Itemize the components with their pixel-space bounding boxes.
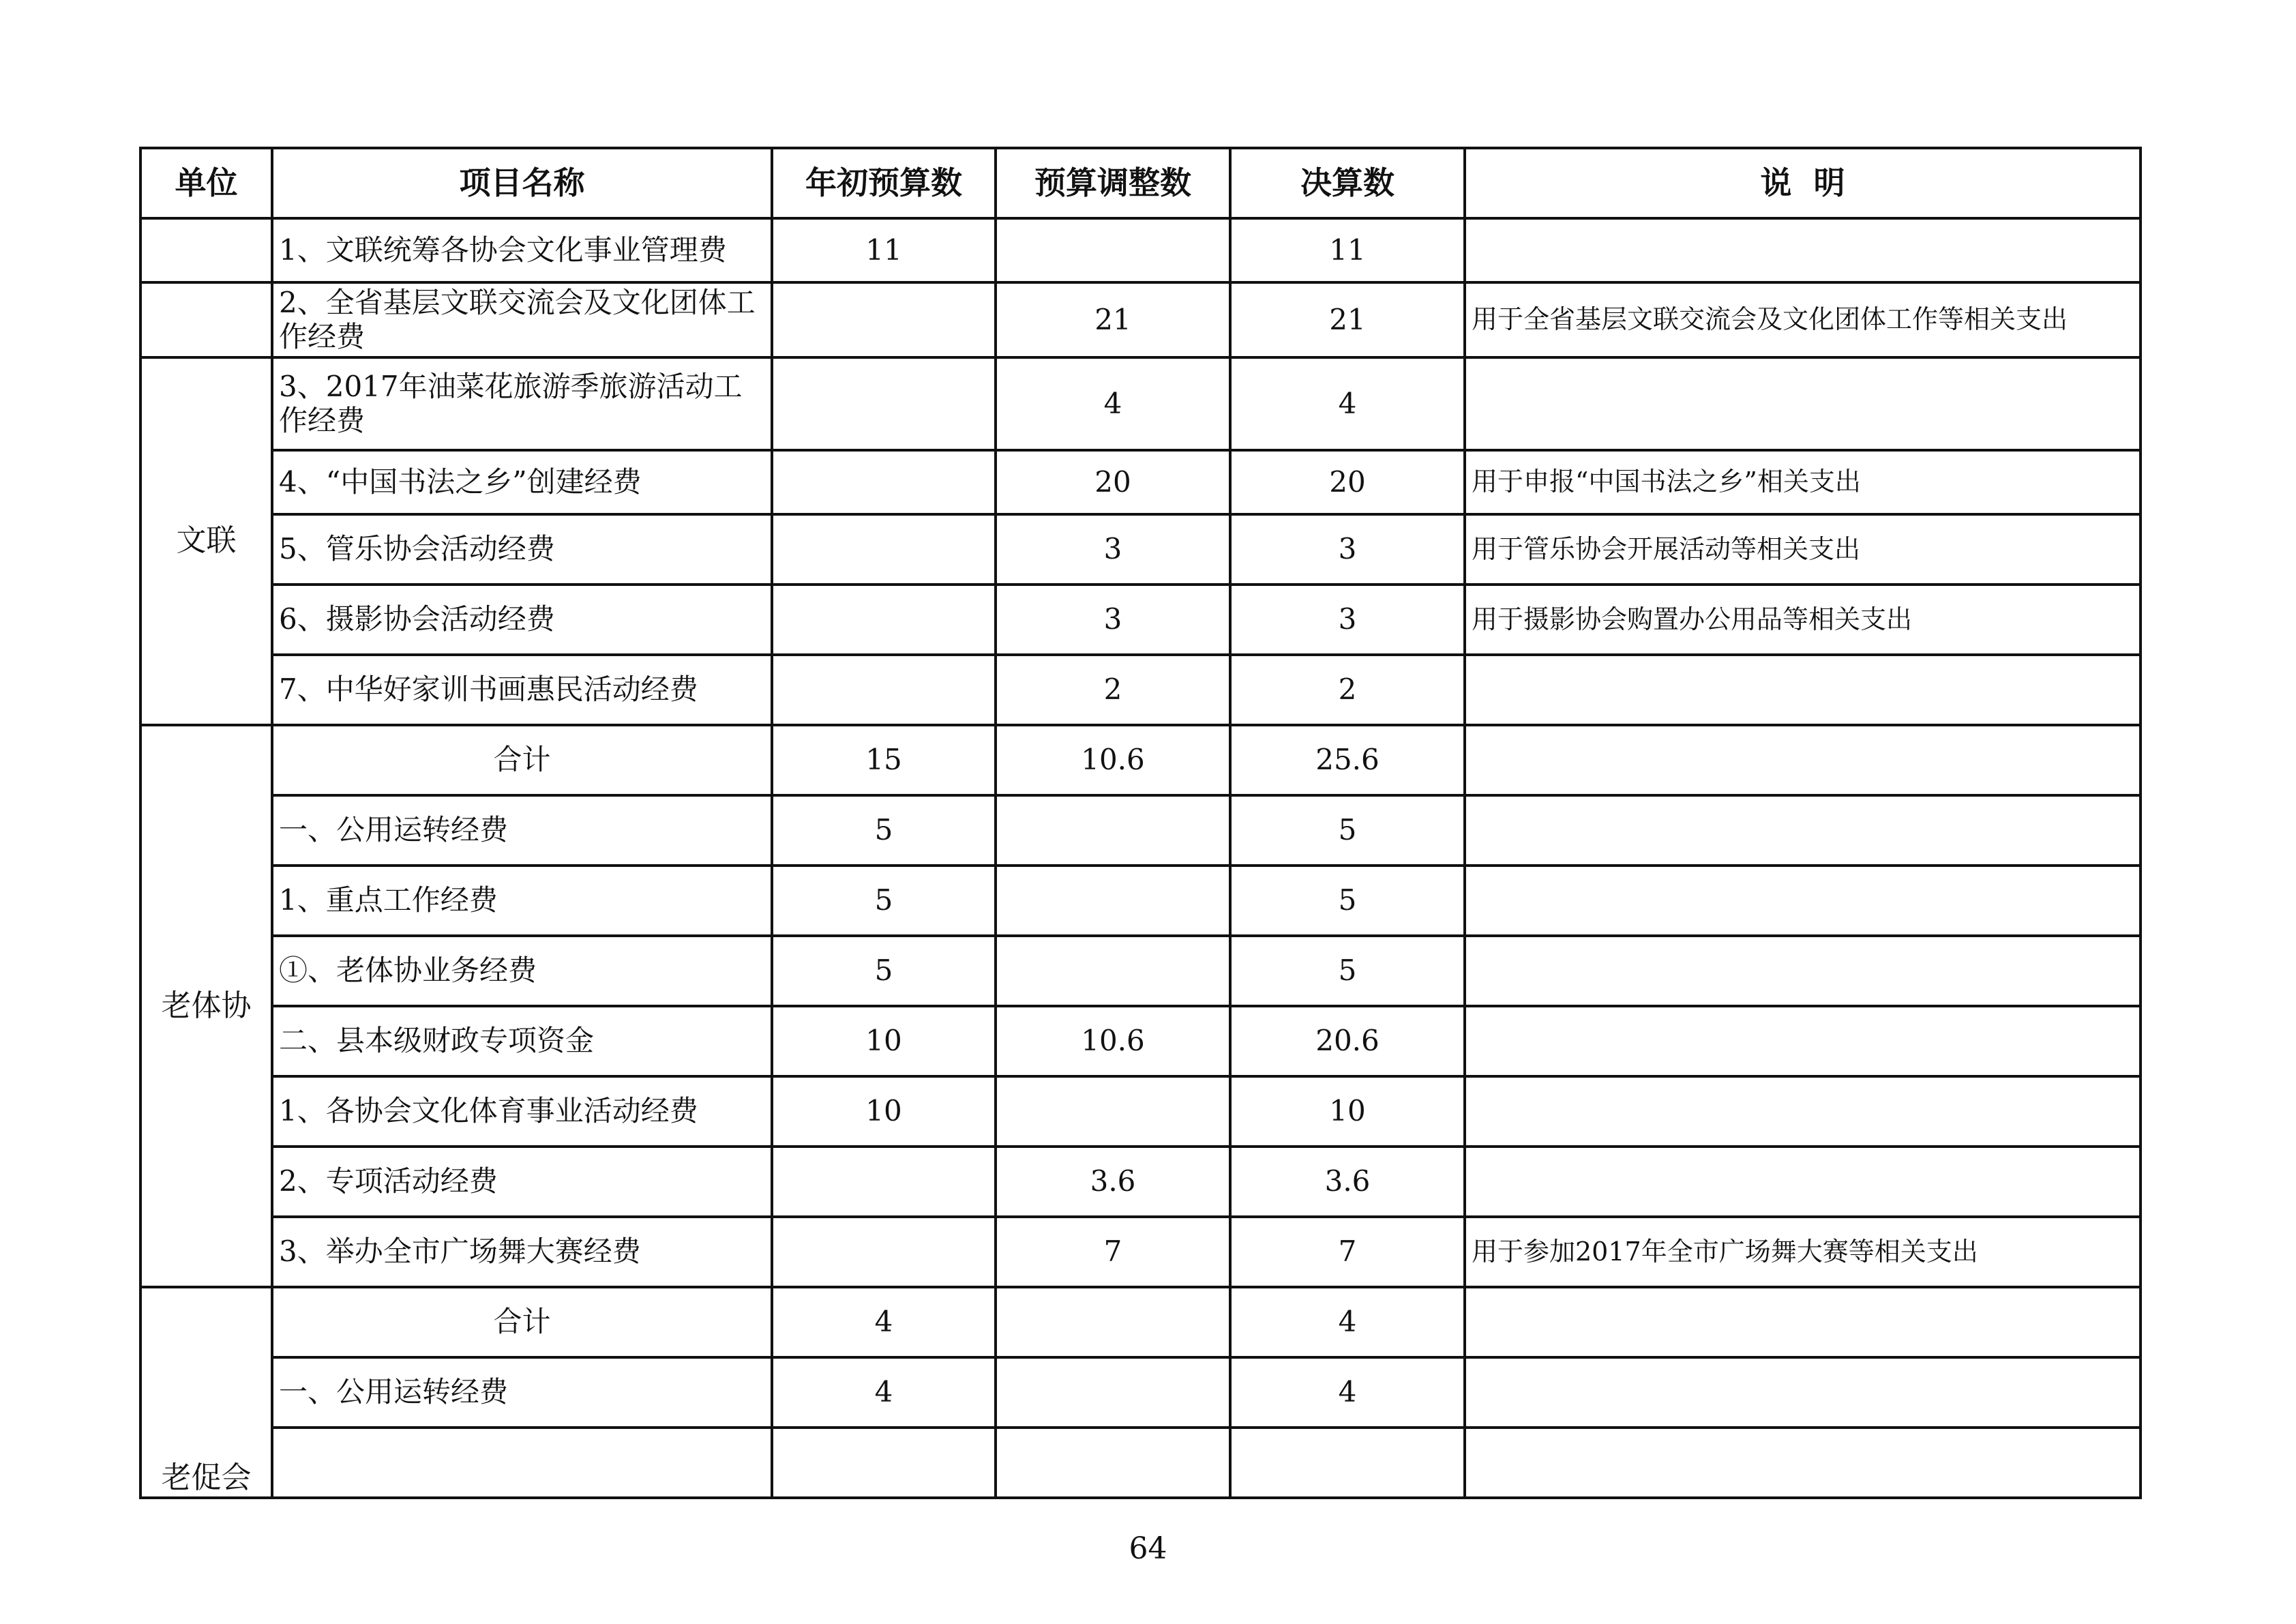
initial-budget: 5	[772, 936, 996, 1006]
note	[1465, 866, 2141, 936]
item-name: 3、2017年油菜花旅游季旅游活动工作经费	[272, 357, 772, 450]
note	[1465, 1147, 2141, 1217]
final-amount: 20.6	[1230, 1006, 1465, 1076]
budget-adjustment	[996, 795, 1230, 866]
note	[1465, 1006, 2141, 1076]
note	[1465, 655, 2141, 725]
initial-budget	[772, 450, 996, 514]
table-row	[140, 585, 2141, 655]
budget-adjustment: 3.6	[996, 1147, 1230, 1217]
note	[1465, 1076, 2141, 1147]
final-amount: 5	[1230, 795, 1465, 866]
final-amount: 5	[1230, 936, 1465, 1006]
initial-budget	[772, 585, 996, 655]
budget-adjustment	[996, 866, 1230, 936]
note: 用于全省基层文联交流会及文化团体工作等相关支出	[1465, 282, 2141, 357]
item-name: 5、管乐协会活动经费	[272, 514, 772, 585]
budget-adjustment	[996, 218, 1230, 282]
unit-laobaohui: 老促会	[140, 1287, 272, 1498]
initial-budget	[772, 1147, 996, 1217]
table-row	[140, 514, 2141, 585]
note	[1465, 218, 2141, 282]
item-name: 一、公用运转经费	[272, 1357, 772, 1428]
final-amount: 7	[1230, 1217, 1465, 1287]
budget-adjustment: 10.6	[996, 1006, 1230, 1076]
initial-budget	[772, 357, 996, 450]
table-row	[140, 725, 2141, 795]
table-row-cutoff	[140, 1428, 2141, 1498]
budget-adjustment	[996, 1357, 1230, 1428]
item-name	[272, 1428, 772, 1498]
header-initial-budget: 年初预算数	[772, 148, 996, 218]
item-name: 4、“中国书法之乡”创建经费	[272, 450, 772, 514]
budget-adjustment: 20	[996, 450, 1230, 514]
budget-adjustment: 10.6	[996, 725, 1230, 795]
header-unit: 单位	[140, 148, 272, 218]
final-amount: 4	[1230, 1357, 1465, 1428]
note	[1465, 936, 2141, 1006]
final-amount: 10	[1230, 1076, 1465, 1147]
item-name: 2、全省基层文联交流会及文化团体工作经费	[272, 282, 772, 357]
note	[1465, 1357, 2141, 1428]
final-amount: 20	[1230, 450, 1465, 514]
initial-budget: 4	[772, 1287, 996, 1357]
note: 用于参加2017年全市广场舞大赛等相关支出	[1465, 1217, 2141, 1287]
initial-budget: 10	[772, 1076, 996, 1147]
note	[1465, 357, 2141, 450]
final-amount: 11	[1230, 218, 1465, 282]
unit-wenlian: 文联	[140, 357, 272, 725]
note	[1465, 725, 2141, 795]
table-row	[140, 655, 2141, 725]
budget-adjustment: 7	[996, 1217, 1230, 1287]
table-row	[140, 795, 2141, 866]
header-note: 说 明	[1465, 148, 2141, 218]
table-row	[140, 1006, 2141, 1076]
final-amount: 5	[1230, 866, 1465, 936]
budget-adjustment: 3	[996, 514, 1230, 585]
unit-laotixie: 老体协	[140, 725, 272, 1287]
budget-adjustment	[996, 1076, 1230, 1147]
budget-table	[139, 147, 2142, 1499]
header-item-name: 项目名称	[272, 148, 772, 218]
initial-budget: 10	[772, 1006, 996, 1076]
note	[1465, 795, 2141, 866]
initial-budget: 5	[772, 866, 996, 936]
item-name: 2、专项活动经费	[272, 1147, 772, 1217]
item-name-total: 合计	[272, 1287, 772, 1357]
budget-adjustment: 4	[996, 357, 1230, 450]
final-amount: 21	[1230, 282, 1465, 357]
final-amount: 3	[1230, 514, 1465, 585]
initial-budget: 4	[772, 1357, 996, 1428]
item-name: 1、文联统筹各协会文化事业管理费	[272, 218, 772, 282]
initial-budget	[772, 514, 996, 585]
item-name: 一、公用运转经费	[272, 795, 772, 866]
budget-adjustment	[996, 1287, 1230, 1357]
note: 用于申报“中国书法之乡”相关支出	[1465, 450, 2141, 514]
header-row	[140, 148, 2141, 218]
unit-cell-blank	[140, 218, 272, 282]
initial-budget	[772, 1428, 996, 1498]
item-name-total: 合计	[272, 725, 772, 795]
note: 用于摄影协会购置办公用品等相关支出	[1465, 585, 2141, 655]
table-row	[140, 1357, 2141, 1428]
item-name: 3、举办全市广场舞大赛经费	[272, 1217, 772, 1287]
final-amount	[1230, 1428, 1465, 1498]
note: 用于管乐协会开展活动等相关支出	[1465, 514, 2141, 585]
table-row	[140, 936, 2141, 1006]
table-row	[140, 1147, 2141, 1217]
initial-budget	[772, 282, 996, 357]
item-name: 二、县本级财政专项资金	[272, 1006, 772, 1076]
budget-adjustment: 2	[996, 655, 1230, 725]
item-name: 1、重点工作经费	[272, 866, 772, 936]
final-amount: 4	[1230, 1287, 1465, 1357]
item-name: ①、老体协业务经费	[272, 936, 772, 1006]
note	[1465, 1287, 2141, 1357]
budget-adjustment	[996, 1428, 1230, 1498]
final-amount: 2	[1230, 655, 1465, 725]
final-amount: 3.6	[1230, 1147, 1465, 1217]
final-amount: 4	[1230, 357, 1465, 450]
budget-adjustment	[996, 936, 1230, 1006]
table-row	[140, 357, 2141, 450]
table-row	[140, 1076, 2141, 1147]
table-row	[140, 1287, 2141, 1357]
table-row	[140, 866, 2141, 936]
table-viewport	[139, 147, 2139, 1496]
table-row	[140, 218, 2141, 282]
header-final-amount: 决算数	[1230, 148, 1465, 218]
table-row	[140, 282, 2141, 357]
final-amount: 3	[1230, 585, 1465, 655]
initial-budget	[772, 655, 996, 725]
unit-cell-blank	[140, 282, 272, 357]
initial-budget: 11	[772, 218, 996, 282]
item-name: 1、各协会文化体育事业活动经费	[272, 1076, 772, 1147]
table-row	[140, 450, 2141, 514]
table-row	[140, 1217, 2141, 1287]
header-budget-adjustment: 预算调整数	[996, 148, 1230, 218]
initial-budget: 5	[772, 795, 996, 866]
item-name: 7、中华好家训书画惠民活动经费	[272, 655, 772, 725]
page-number: 64	[1129, 1531, 1167, 1566]
initial-budget	[772, 1217, 996, 1287]
budget-adjustment: 21	[996, 282, 1230, 357]
initial-budget: 15	[772, 725, 996, 795]
final-amount: 25.6	[1230, 725, 1465, 795]
note	[1465, 1428, 2141, 1498]
item-name: 6、摄影协会活动经费	[272, 585, 772, 655]
budget-adjustment: 3	[996, 585, 1230, 655]
